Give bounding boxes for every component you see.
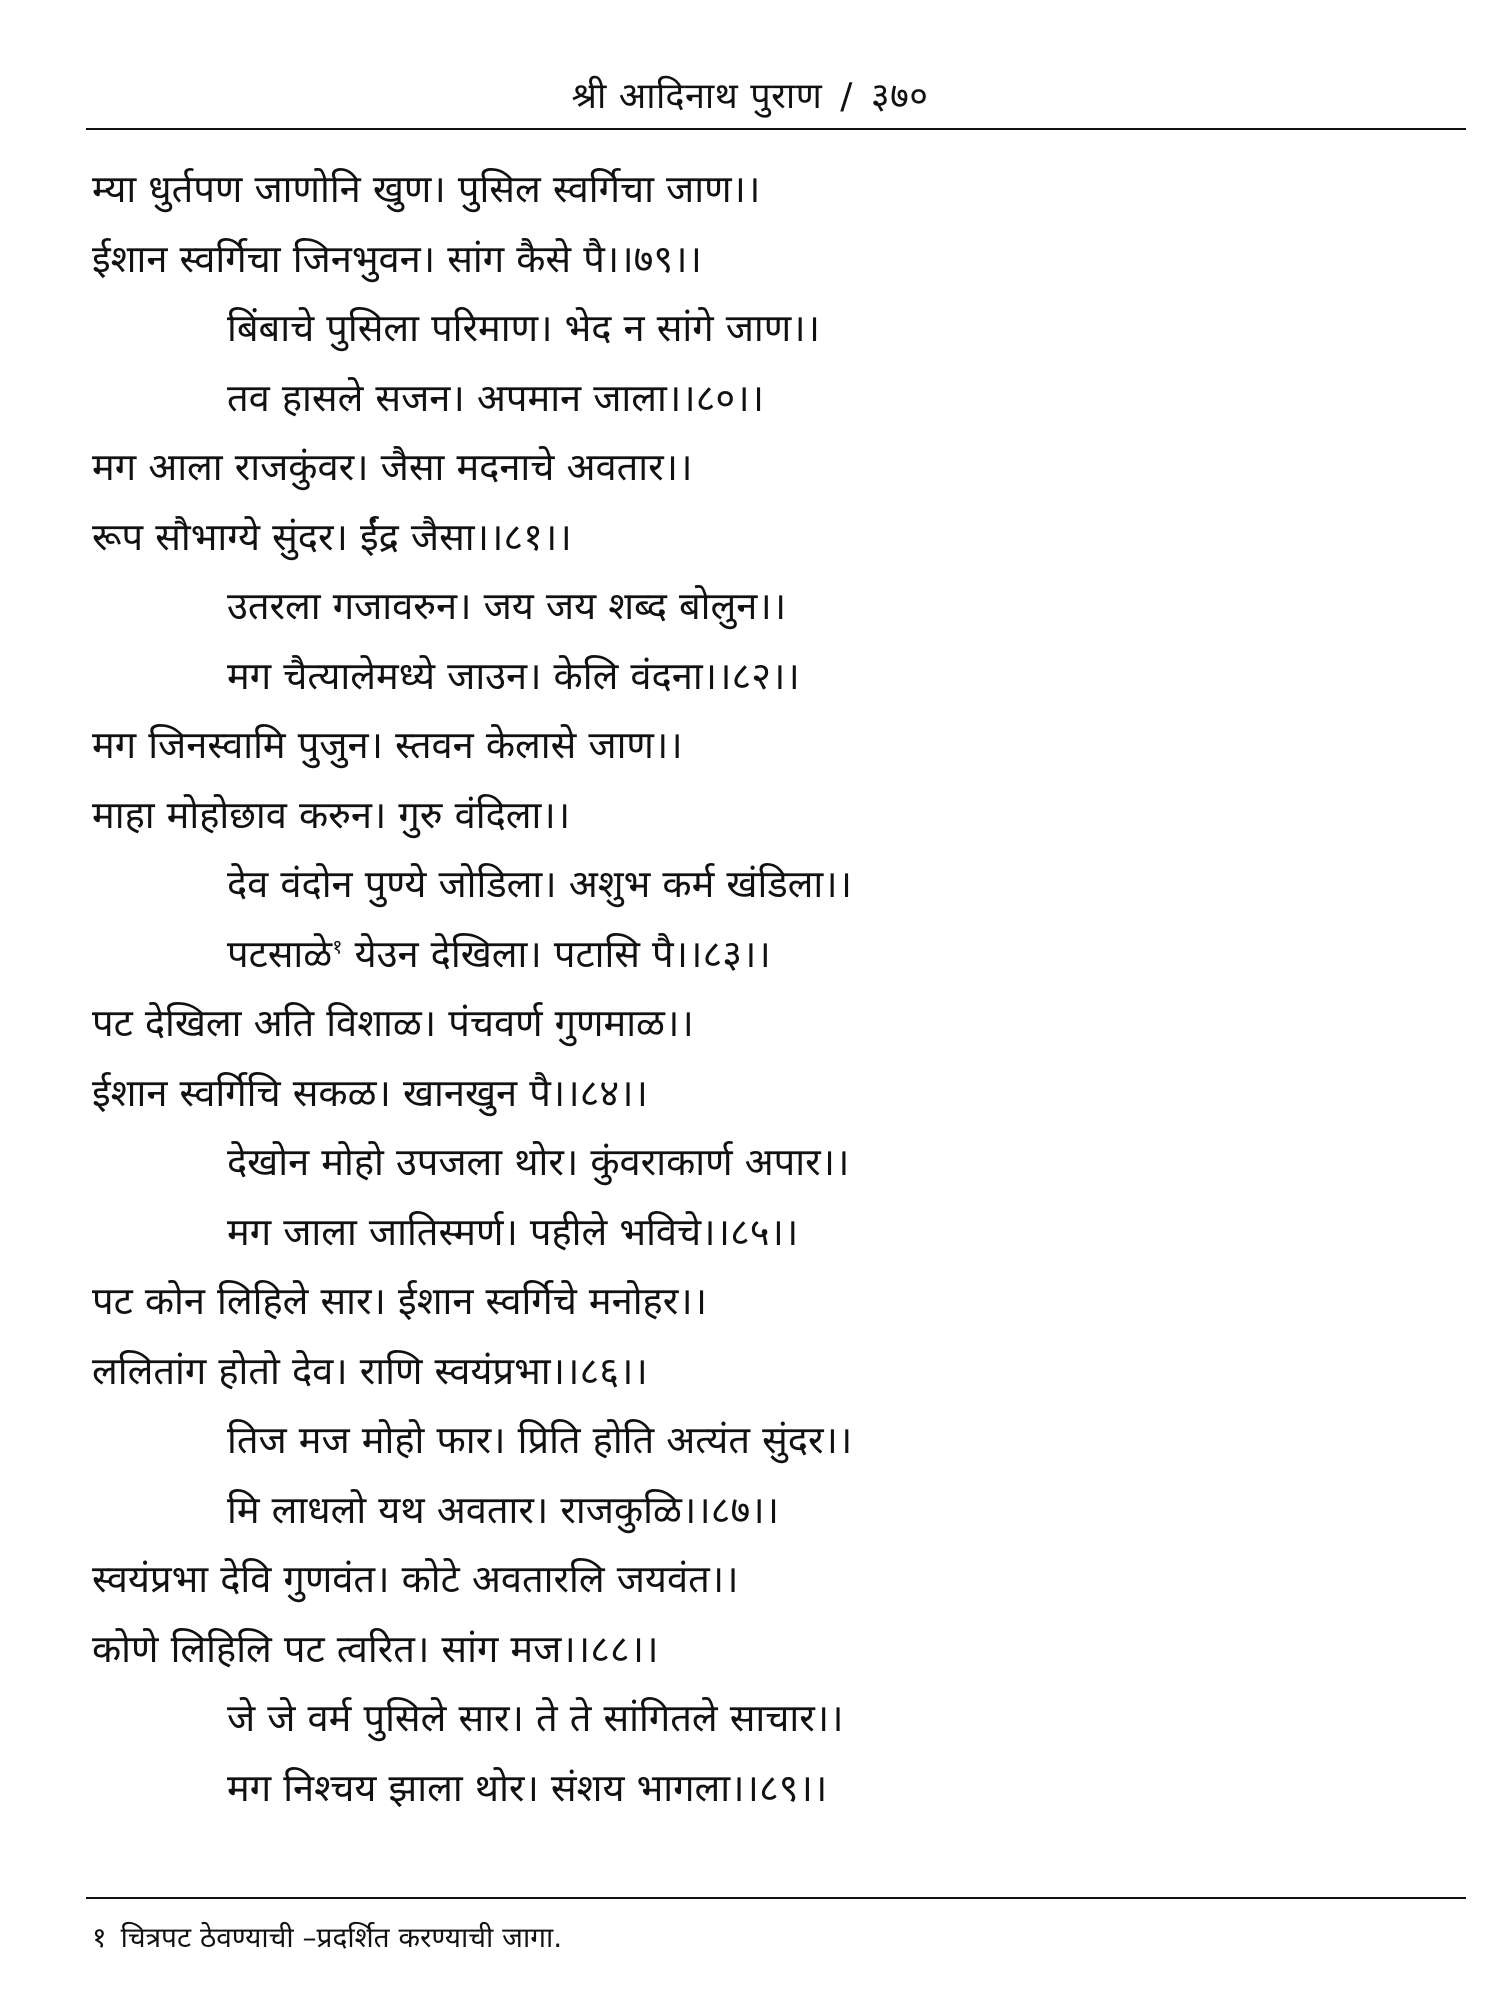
verse-line: मि लाधलो यथ अवतार। राजकुळि।।८७।। xyxy=(227,1487,780,1532)
header-separator: / xyxy=(840,76,853,117)
verse-line: उतरला गजावरुन। जय जय शब्द बोलुन।। xyxy=(227,584,787,628)
verse-line-with-footnote xyxy=(92,920,1452,990)
verse-line: स्वयंप्रभा देवि गुणवंत। कोटे अवतारलि जयवंत।। xyxy=(92,1557,739,1601)
verse-line: रूप सौभाग्ये सुंदर। ईंद्र जैसा।।८१।। xyxy=(92,514,572,559)
verse-line: कोणे लिहिलि पट त्वरित। सांग मज।।८८।। xyxy=(92,1626,659,1671)
footnote-reference: १ xyxy=(332,933,343,958)
verse-line: ललितांग होतो देव। राणि स्वयंप्रभा।।८६।। xyxy=(92,1348,648,1393)
verse-line: पट कोन लिहिले सार। ईशान स्वर्गिचे मनोहर।। xyxy=(92,1279,708,1323)
footnote-number: १ xyxy=(92,1921,107,1954)
verse-line: देखोन मोहो उपजला थोर। कुंवराकार्ण अपार।। xyxy=(227,1140,850,1184)
verse-text-start: पटसाळे xyxy=(227,931,333,976)
verse-line: तव हासले सजन। अपमान जाला।।८०।। xyxy=(227,375,764,420)
verse-line: तिज मज मोहो फार। प्रिति होति अत्यंत सुंदर।। xyxy=(227,1418,853,1462)
verse-line: मग जिनस्वामि पुजुन। स्तवन केलासे जाण।। xyxy=(92,723,683,767)
verse-line: बिंबाचे पुसिला परिमाण। भेद न सांगे जाण।। xyxy=(227,306,821,350)
verse-line: मग निश्चय झाला थोर। संशय भागला।।८९।। xyxy=(227,1765,828,1810)
verse-line: ईशान स्वर्गिचि सकळ। खानखुन पै।।८४।। xyxy=(92,1070,648,1115)
verse-text-end: येउन देखिला। पटासि पै।।८३।। xyxy=(342,931,771,976)
verse-line: म्या धुर्तपण जाणोनि खुण। पुसिल स्वर्गिचा जाण।। xyxy=(92,167,761,211)
footnote-text: चित्रपट ठेवण्याची –प्रदर्शित करण्याची जागा. xyxy=(120,1921,563,1954)
verse-line: मग आला राजकुंवर। जैसा मदनाचे अवतार।। xyxy=(92,445,693,489)
verse-line: मग चैत्यालेमध्ये जाउन। केलि वंदना।।८२।। xyxy=(227,653,800,698)
verse-line: जे जे वर्म पुसिले सार। ते ते सांगितले साचार।। xyxy=(227,1696,844,1740)
verse-line: माहा मोहोछाव करुन। गुरु वंदिला।। xyxy=(92,792,571,837)
verse-line: देव वंदोन पुण्ये जोडिला। अशुभ कर्म खंडिला।। xyxy=(227,862,853,906)
footnote xyxy=(92,1918,562,1956)
verse-line: मग जाला जातिस्मर्ण। पहीले भविचे।।८५।। xyxy=(227,1209,799,1254)
verse-body xyxy=(92,155,1452,1823)
verse-line: ईशान स्वर्गिचा जिनभुवन। सांग कैसे पै।।७९।। xyxy=(92,236,702,281)
page-header xyxy=(0,70,1500,119)
book-title: श्री आदिनाथ पुराण xyxy=(571,76,823,117)
page-number: ३७० xyxy=(870,76,929,117)
verse-line: पट देखिला अति विशाळ। पंचवर्ण गुणमाळ।। xyxy=(92,1001,694,1045)
footnote-rule xyxy=(86,1897,1466,1899)
header-rule xyxy=(86,128,1466,130)
